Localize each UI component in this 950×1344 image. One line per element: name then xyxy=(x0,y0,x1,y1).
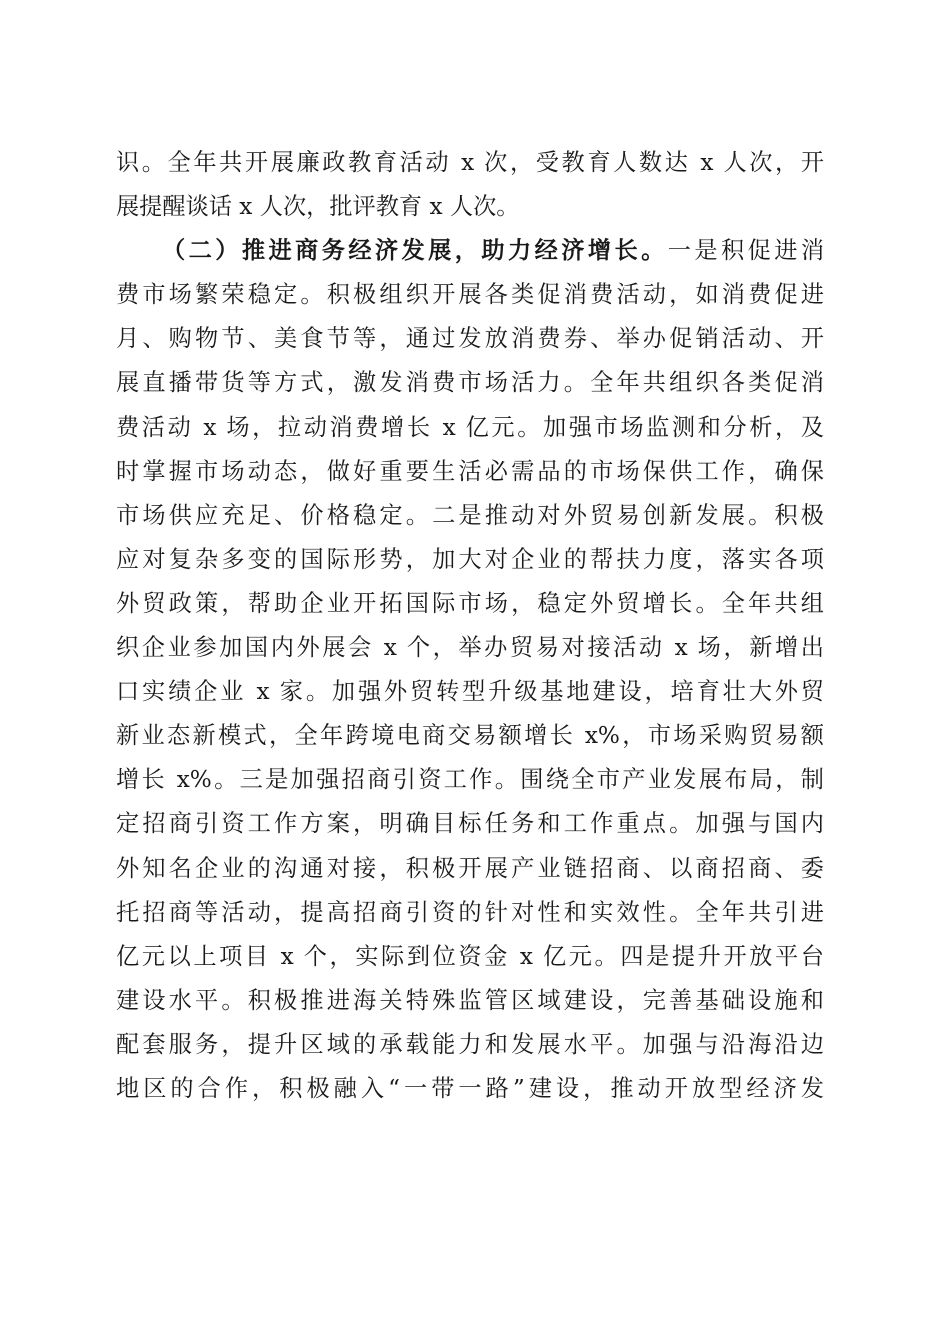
paragraph-line: 月、购物节、美食节等，通过发放消费券、举办促销活动、开 xyxy=(116,325,824,353)
paragraph-line: 托招商等活动，提高招商引资的针对性和实效性。全年共引进 xyxy=(116,898,824,926)
paragraph-line: 费活动 x 场，拉动消费增长 x 亿元。加强市场监测和分析，及 xyxy=(116,413,824,441)
paragraph-line: 市场供应充足、价格稳定。二是推动对外贸易创新发展。积极 xyxy=(116,501,824,529)
paragraph-line: 增长 x%。三是加强招商引资工作。围绕全市产业发展布局，制 xyxy=(116,766,824,794)
paragraph-line: 地区的合作，积极融入“一带一路”建设，推动开放型经济发 xyxy=(116,1074,824,1102)
paragraph-line: 识。全年共开展廉政教育活动 x 次，受教育人数达 x 人次，开 xyxy=(116,149,824,176)
section-heading-line xyxy=(116,229,824,273)
section-heading-rest: 一是积促进消 xyxy=(667,237,825,265)
paragraph-line: 时掌握市场动态，做好重要生活必需品的市场保供工作，确保 xyxy=(116,457,824,485)
paragraph-line: 口实绩企业 x 家。加强外贸转型升级基地建设，培育壮大外贸 xyxy=(116,678,824,706)
paragraph-line: 亿元以上项目 x 个，实际到位资金 x 亿元。四是提升开放平台 xyxy=(116,942,824,970)
paragraph-line: 展直播带货等方式，激发消费市场活力。全年共组织各类促消 xyxy=(116,369,824,397)
paragraph-line: 展提醒谈话 x 人次，批评教育 x 人次。 xyxy=(116,193,520,221)
paragraph-line: 配套服务，提升区域的承载能力和发展水平。加强与沿海沿边 xyxy=(116,1030,824,1058)
body-text xyxy=(116,141,824,1111)
paragraph-line: 外贸政策，帮助企业开拓国际市场，稳定外贸增长。全年共组 xyxy=(116,589,824,617)
paragraph-line: 建设水平。积极推进海关特殊监管区域建设，完善基础设施和 xyxy=(116,986,824,1014)
paragraph-line: 织企业参加国内外展会 x 个，举办贸易对接活动 x 场，新增出 xyxy=(116,634,824,662)
paragraph-line: 定招商引资工作方案，明确目标任务和工作重点。加强与国内 xyxy=(116,810,824,838)
paragraph-line: 新业态新模式，全年跨境电商交易额增长 x%，市场采购贸易额 xyxy=(116,722,824,750)
section-heading: （二）推进商务经济发展，助力经济增长。 xyxy=(162,237,668,265)
paragraph-line: 应对复杂多变的国际形势，加大对企业的帮扶力度，落实各项 xyxy=(116,545,824,573)
paragraph-line: 费市场繁荣稳定。积极组织开展各类促消费活动，如消费促进 xyxy=(116,281,824,309)
paragraph-line: 外知名企业的沟通对接，积极开展产业链招商、以商招商、委 xyxy=(116,854,824,882)
